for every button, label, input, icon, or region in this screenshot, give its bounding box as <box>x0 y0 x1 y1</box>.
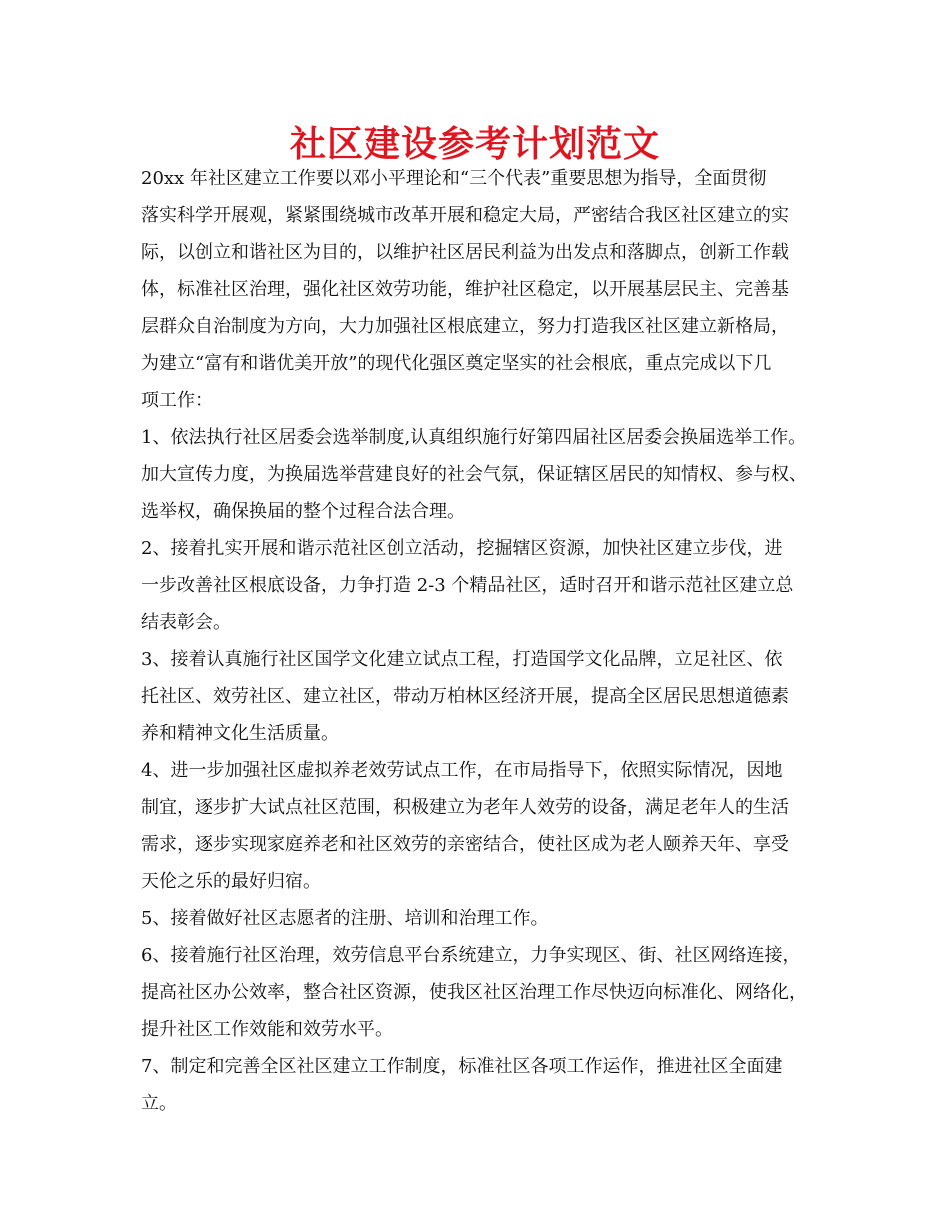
text-line: 体，标准社区治理，强化社区效劳功能，维护社区稳定，以开展基层民主、完善基 <box>141 279 789 300</box>
text-line: 需求，逐步实现家庭养老和社区效劳的亲密结合，使社区成为老人颐养天年、享受 <box>141 834 789 855</box>
text-line: 4、进一步加强社区虚拟养老效劳试点工作，在市局指导下，依照实际情况，因地 <box>141 760 783 781</box>
text-line: 7、制定和完善全区社区建立工作制度，标准社区各项工作运作，推进社区全面建 <box>141 1056 783 1077</box>
text-line: 层群众自治制度为方向，大力加强社区根底建立，努力打造我区社区建立新格局， <box>141 316 789 337</box>
text-line: 加大宣传力度，为换届选举营建良好的社会气氛，保证辖区居民的知情权、参与权、 <box>141 464 807 485</box>
text-line: 6、接着施行社区治理，效劳信息平台系统建立，力争实现区、街、社区网络连接， <box>141 945 801 966</box>
text-line: 为建立“富有和谐优美开放”的现代化强区奠定坚实的社会根底，重点完成以下几 <box>141 353 772 374</box>
text-line: 2、接着扎实开展和谐示范社区创立活动，挖掘辖区资源，加快社区建立步伐，进 <box>141 538 783 559</box>
text-line: 提升社区工作效能和效劳水平。 <box>141 1019 393 1040</box>
text-line: 项工作： <box>141 390 213 411</box>
text-line: 提高社区办公效率，整合社区资源，使我区社区治理工作尽快迈向标准化、网络化， <box>141 982 807 1003</box>
text-line: 托社区、效劳社区、建立社区，带动万柏林区经济开展，提高全区居民思想道德素 <box>141 686 789 707</box>
text-line: 一步改善社区根底设备，力争打造 2-3 个精品社区，适时召开和谐示范社区建立总 <box>141 575 794 596</box>
text-line: 际，以创立和谐社区为目的，以维护社区居民利益为出发点和落脚点，创新工作载 <box>141 242 789 263</box>
text-line: 制宜，逐步扩大试点社区范围，积极建立为老年人效劳的设备，满足老年人的生活 <box>141 797 789 818</box>
text-line: 落实科学开展观，紧紧围绕城市改革开展和稳定大局，严密结合我区社区建立的实 <box>141 205 789 226</box>
text-line: 选举权，确保换届的整个过程合法合理。 <box>141 501 465 522</box>
text-line: 3、接着认真施行社区国学文化建立试点工程，打造国学文化品牌，立足社区、依 <box>141 649 783 670</box>
text-line: 5、接着做好社区志愿者的注册、培训和治理工作。 <box>141 908 549 929</box>
text-line: 养和精神文化生活质量。 <box>141 723 339 744</box>
text-line: 1、依法执行社区居委会选举制度,认真组织施行好第四届社区居委会换届选举工作。 <box>141 427 807 448</box>
document-title: 社区建设参考计划范文 <box>289 123 660 165</box>
text-line: 立。 <box>141 1093 177 1114</box>
text-line: 20xx 年社区建立工作要以邓小平理论和“三个代表”重要思想为指导，全面贯彻 <box>141 168 767 189</box>
text-line: 结表彰会。 <box>141 612 231 633</box>
text-line: 天伦之乐的最好归宿。 <box>141 871 321 892</box>
